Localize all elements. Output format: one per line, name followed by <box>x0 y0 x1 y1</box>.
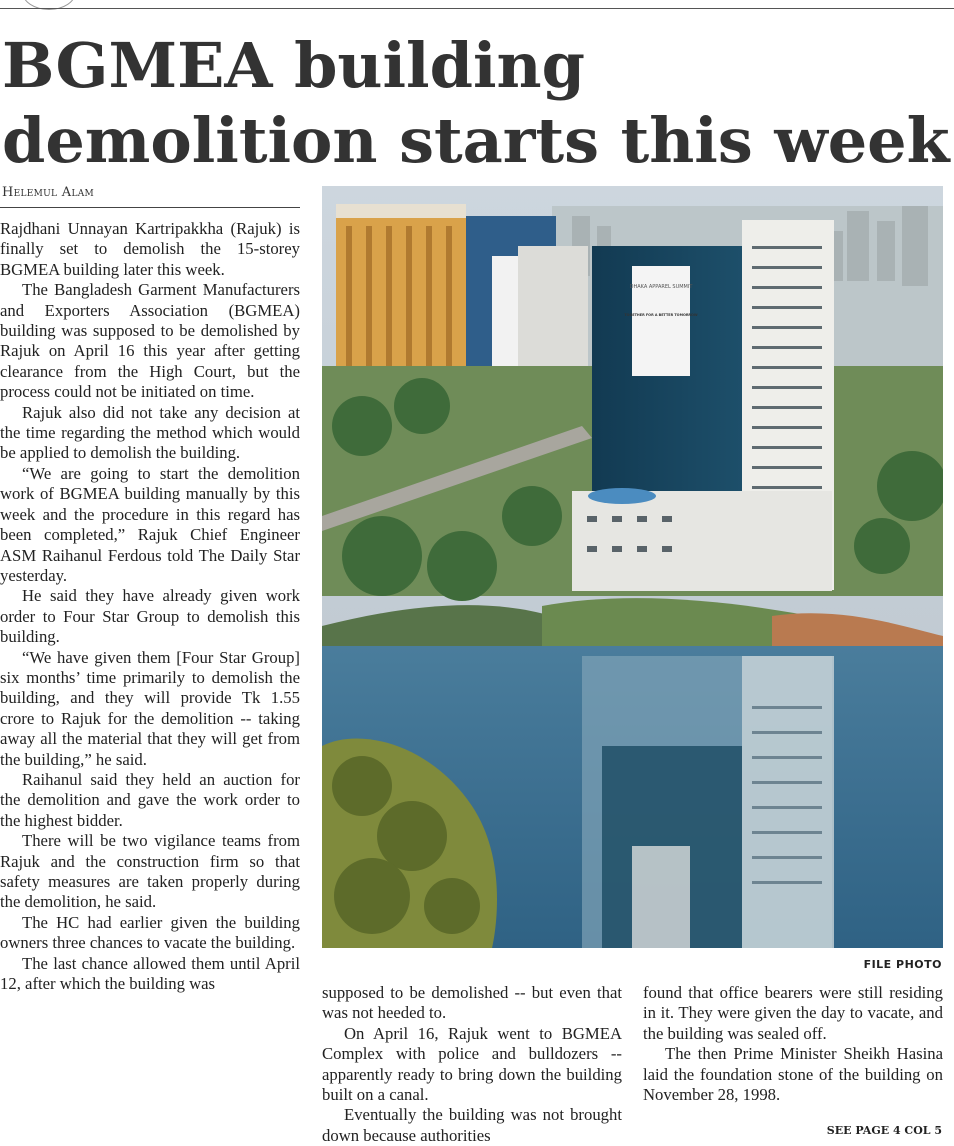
paragraph: The last chance allowed them until April 12, after which the building was <box>0 953 300 994</box>
paragraph: supposed to be demolished -- but even that was not heeded to. <box>322 983 622 1023</box>
headline: BGMEA building demolition starts this week <box>2 29 950 177</box>
paragraph: The HC had earlier given the building owners three chances to vacate the building. <box>0 912 300 953</box>
paragraph: Rajuk also did not take any decision at the time regarding the method which would be applied to demolish the building. <box>0 402 300 463</box>
paragraph: found that office bearers were still residing in it. They were given the day to vacate, and the building was sealed off. <box>643 983 943 1043</box>
paragraph: Raihanul said they held an auction for the demolition and gave the work order to the highest bidder. <box>0 769 300 830</box>
byline-rule <box>0 207 300 208</box>
byline: Helemul Alam <box>2 185 95 200</box>
paragraph: “We are going to start the demolition work of BGMEA building manually by this week and the procedure in this regard has been completed,” Rajuk Chief Engineer ASM Raihanul Ferdous told The Daily Star yesterday. <box>0 463 300 585</box>
building-photo <box>322 186 943 948</box>
article-column-left <box>0 219 300 994</box>
billboard-tagline: TOGETHER FOR A BETTER TOMORROW <box>624 313 698 317</box>
article-column-middle <box>322 983 622 1146</box>
summit-billboard <box>632 266 690 376</box>
continued-jump-link[interactable]: SEE PAGE 4 COL 5 <box>826 1124 942 1137</box>
photo-credit: FILE PHOTO <box>863 958 942 971</box>
paragraph: The Bangladesh Garment Manufacturers and Exporters Association (BGMEA) building was supposed to be demolished by Rajuk on April 16 this year after getting clearance from the High Court, but the process could not be initiated on time. <box>0 280 300 402</box>
article-column-right <box>643 983 943 1105</box>
paragraph: Rajdhani Unnayan Kartripakkha (Rajuk) is finally set to demolish the 15-storey BGMEA building later this week. <box>0 219 300 279</box>
top-rule <box>0 8 954 9</box>
billboard-title: DHAKA APPAREL SUMMIT <box>629 284 693 290</box>
paragraph: “We have given them [Four Star Group] six months’ time primarily to demolish the building, and they will provide Tk 1.55 crore to Rajuk for the demolition -- taking away all the material that they will get from the building,” he said. <box>0 647 300 769</box>
paragraph: On April 16, Rajuk went to BGMEA Complex with police and bulldozers -- apparently ready to bring down the building built on a canal. <box>322 1023 622 1105</box>
paragraph: Eventually the building was not brought down because authorities <box>322 1105 622 1145</box>
paragraph: There will be two vigilance teams from Rajuk and the construction firm so that safety measures are taken properly during the demolition, he said. <box>0 831 300 912</box>
paragraph: He said they have already given work order to Four Star Group to demolish this building. <box>0 586 300 647</box>
paragraph: The then Prime Minister Sheikh Hasina laid the foundation stone of the building on November 28, 1998. <box>643 1044 943 1105</box>
